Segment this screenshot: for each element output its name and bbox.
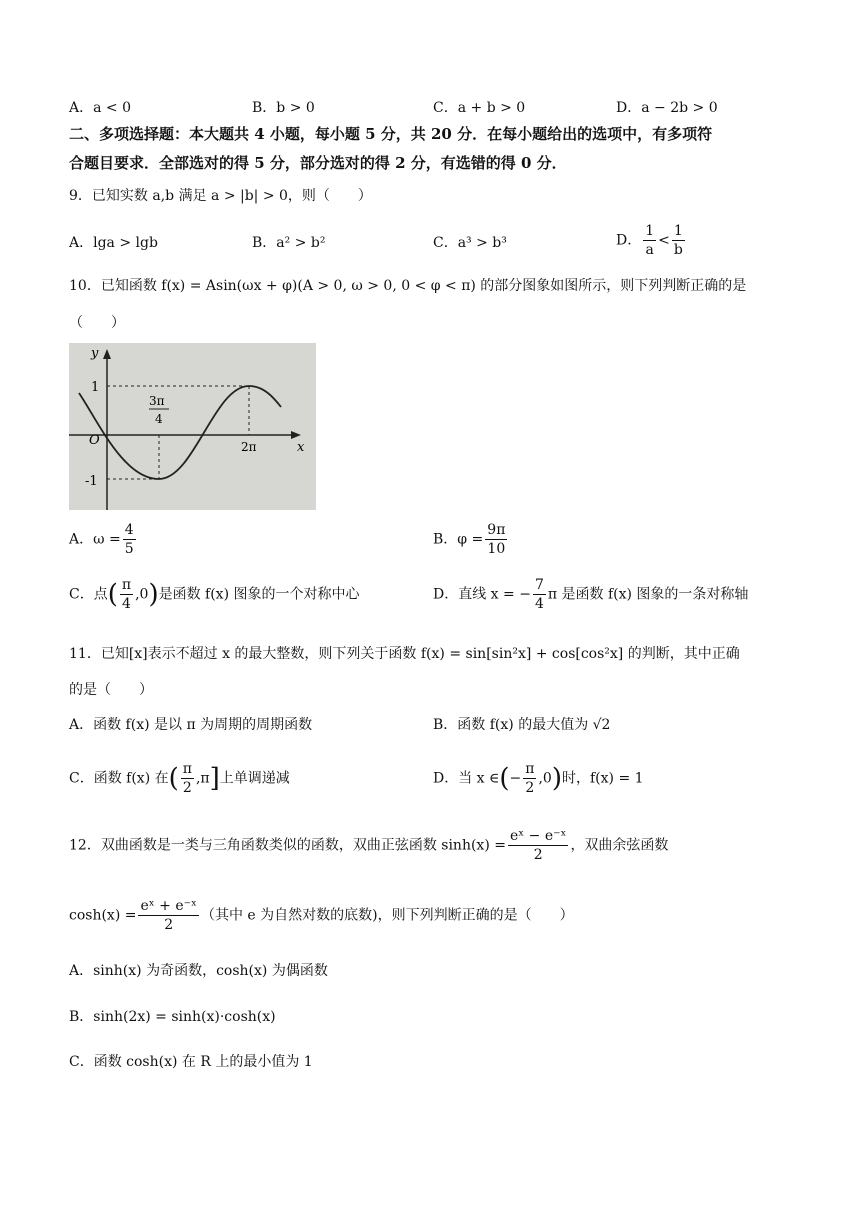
q12-option-b: B．sinh(2x) = sinh(x)·cosh(x) [69, 1009, 276, 1025]
label-3pi-numerator: 3π [149, 394, 165, 408]
label-3pi-denominator: 4 [155, 412, 163, 426]
q9-option-d: D． $\frac{1}{a}$ < $\frac{1}{b}$ [616, 223, 683, 258]
q8-option-c: C．a + b > 0 [433, 100, 526, 116]
q8-option-b: B．b > 0 [252, 100, 315, 116]
sine-graph-figure [69, 343, 316, 510]
q10-option-d: D．直线 x = − $\frac{7}{4}$ π 是函数 f(x) 图象的一条对称轴 [433, 577, 749, 612]
q11-stem-line2: 的是（ ） [69, 682, 153, 698]
q10-stem-line1: 10．已知函数 f(x) = Asin(ωx + φ)(A > 0, ω > 0, 0 < φ < π) 的部分图象如图所示，则下列判断正确的是 [69, 278, 747, 294]
section2-heading-line2: 合题目要求．全部选对的得 5 分，部分选对的得 2 分，有选错的得 0 分． [69, 154, 567, 172]
q9-stem: 9．已知实数 a,b 满足 a > |b| > 0，则（ ） [69, 188, 372, 204]
q8-option-a: A．a < 0 [69, 100, 131, 116]
tick-label-1: 1 [91, 380, 100, 395]
x-axis-label: x [297, 440, 305, 455]
q12-stem-line1: 12．双曲函数是一类与三角函数类似的函数，双曲正弦函数 sinh(x) = $\frac{\text{eˣ − e⁻ˣ}}{2}$ ，双曲余弦函数 [69, 828, 669, 863]
y-axis-label: y [91, 346, 99, 361]
q10-stem-line2: （ ） [69, 315, 125, 331]
q10-option-b: B．φ = $\frac{9\pi}{10}$ [433, 522, 506, 557]
q11-option-b: B．函数 f(x) 的最大值为 √2 [433, 717, 611, 733]
tick-label-neg1: -1 [85, 474, 98, 489]
q10-option-c: C．点( $\frac{\pi}{4}$ ,0)是函数 f(x) 图象的一个对称中心 [69, 577, 360, 612]
q11-option-c: C．函数 f(x) 在( $\frac{\pi}{2}$ ,π]上单调递减 [69, 761, 290, 796]
q10-option-a: A．ω = $\frac{4}{5}$ [69, 522, 134, 557]
sine-curve [79, 386, 281, 479]
q9-option-a: A．lga > lgb [69, 235, 158, 251]
section2-heading-line1: 二、多项选择题：本大题共 4 小题，每小题 5 分，共 20 分．在每小题给出的选项中，有多项符 [69, 125, 713, 143]
q8-option-d: D．a − 2b > 0 [616, 100, 718, 116]
y-axis-arrow [103, 349, 111, 359]
q12-option-c: C．函数 cosh(x) 在 R 上的最小值为 1 [69, 1054, 313, 1070]
q11-stem-line1: 11．已知[x]表示不超过 x 的最大整数，则下列关于函数 f(x) = sin[sin²x] + cos[cos²x] 的判断，其中正确 [69, 646, 740, 662]
q12-stem-line2: cosh(x) = $\frac{\text{eˣ + e⁻ˣ}}{2}$ （其中 e 为自然对数的底数)，则下列判断正确的是（ ） [69, 898, 574, 933]
q9-option-b: B．a² > b² [252, 235, 326, 251]
q12-option-a: A．sinh(x) 为奇函数，cosh(x) 为偶函数 [69, 963, 328, 979]
q11-option-a: A．函数 f(x) 是以 π 为周期的周期函数 [69, 717, 313, 733]
sine-graph-svg [69, 343, 316, 510]
x-axis-arrow [291, 431, 301, 439]
origin-label: O [89, 433, 100, 448]
q9-option-c: C．a³ > b³ [433, 235, 507, 251]
label-2pi: 2π [241, 440, 257, 454]
q11-option-d: D．当 x ∈(− $\frac{\pi}{2}$ ,0)时，f(x) = 1 [433, 761, 644, 796]
